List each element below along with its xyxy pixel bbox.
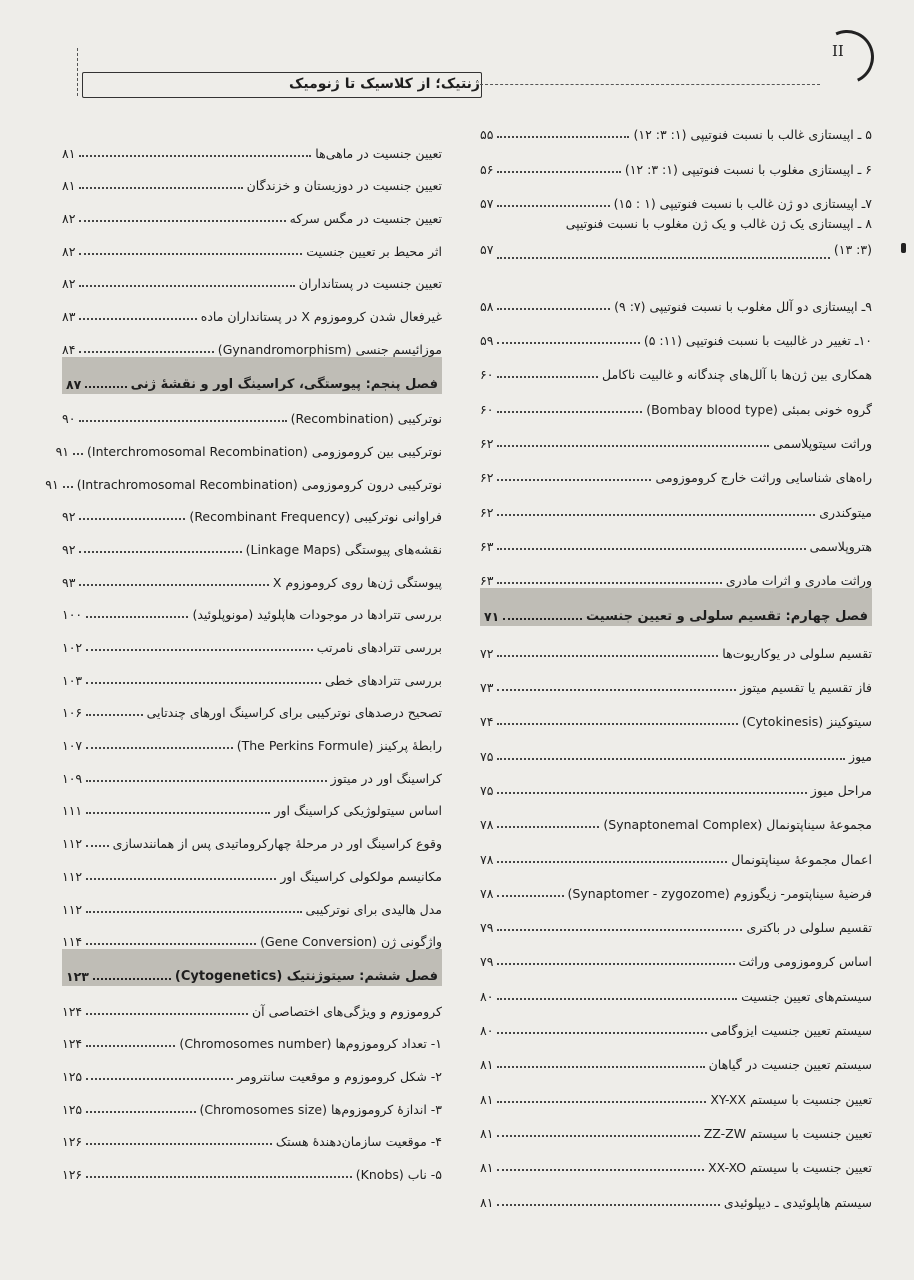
toc-entry-title: سیستم تعیین جنسیت در گیاهان <box>708 1057 872 1073</box>
toc-entry <box>62 193 442 226</box>
dot-leader <box>497 758 845 760</box>
dot-leader <box>86 1111 195 1113</box>
toc-entry <box>480 1175 872 1209</box>
toc-entry-title: ۱- تعداد کروموزوم‌ها (Chromosomes number) <box>179 1036 442 1052</box>
toc-entry-title: سیستم هاپلوئیدی ـ دیپلوئیدی <box>723 1194 872 1210</box>
toc-entry-page: ۵۵ <box>480 127 494 143</box>
toc-entry-title: نوترکیبی درون کروموزومی (Intrachromosomal Recombination) <box>76 476 442 492</box>
dot-leader <box>86 1078 233 1080</box>
toc-entry-page: ۹۳ <box>62 574 76 590</box>
chapter-page: ۱۲۳ <box>66 968 89 984</box>
toc-entry-title: وراثت مادری و اثرات مادری <box>725 573 872 589</box>
binding-mark <box>901 243 906 253</box>
toc-entry-page: ۶۳ <box>480 573 494 589</box>
dot-leader <box>497 548 805 550</box>
toc-entry-page: ۱۰۲ <box>62 640 83 655</box>
toc-entry <box>62 226 442 259</box>
toc-entry-title: نوترکیبی (Recombination) <box>290 411 442 427</box>
toc-entry-page: ۱۲۵ <box>62 1101 83 1117</box>
toc-entry-page: ۸۱ <box>480 1194 494 1210</box>
toc-entry-page: ۹۲ <box>62 541 76 557</box>
toc-entry <box>480 279 872 313</box>
toc-entry-page: ۸۲ <box>62 211 76 227</box>
toc-entry-page: ۷۹ <box>480 920 494 936</box>
toc-entry <box>62 884 442 917</box>
toc-entry-title: مدل هالیدی برای نوترکیبی <box>305 901 442 917</box>
toc-entry <box>55 426 442 459</box>
header-divider <box>480 84 820 85</box>
dot-leader <box>79 351 213 353</box>
toc-entry-page: ۱۲۵ <box>62 1068 83 1084</box>
toc-entry-page: ۱۲۶ <box>62 1134 83 1150</box>
toc-entry <box>480 867 872 901</box>
toc-entry-title: تعیین جنسیت در مگس سرکه <box>289 211 442 227</box>
dot-leader <box>86 1013 248 1015</box>
toc-entry-page: ۷۳ <box>480 680 494 696</box>
toc-entry-title: ۹ـ اپیستازی دو آلل مغلوب با نسبت فنوتیپی (۷: ۹) <box>614 298 872 314</box>
toc-entry-page: ۵۷ <box>480 195 494 211</box>
dot-leader <box>497 963 734 965</box>
chapter-title: فصل ششم: سیتوژنتیک (Cytogenetics) <box>174 968 438 984</box>
toc-entry <box>62 753 442 786</box>
dot-leader <box>86 747 233 749</box>
toc-entry <box>62 655 442 688</box>
dot-leader <box>497 136 629 138</box>
toc-entry-title: کروموزوم و ویژگی‌های اختصاصی آن <box>251 1003 442 1019</box>
toc-entry <box>62 259 442 292</box>
running-header-title: ژنتیک؛ از کلاسیک تا ژنومیک <box>289 76 480 92</box>
toc-entry-page: ۵۸ <box>480 298 494 314</box>
toc-entry-page: ۶۳ <box>480 538 494 554</box>
toc-entry-page: ۵۶ <box>480 161 494 177</box>
toc-entry <box>62 986 442 1019</box>
toc-entry-title: ۳- اندازهٔ کروموزوم‌ها (Chromosomes size) <box>199 1101 442 1117</box>
toc-entry <box>480 382 872 416</box>
toc-entry-page: ۸۴ <box>62 341 76 357</box>
dot-leader <box>497 514 815 516</box>
dot-leader <box>79 187 242 189</box>
toc-entry-title: پیوستگی ژن‌ها روی کروموزوم X <box>272 574 442 590</box>
dot-leader <box>497 929 742 931</box>
dot-leader <box>73 453 83 455</box>
dot-leader <box>79 551 241 553</box>
chapter-title: فصل چهارم: تقسیم سلولی و تعیین جنسیت <box>586 609 868 625</box>
toc-left-column <box>45 128 442 1182</box>
toc-chapter-heading <box>62 949 442 986</box>
toc-entry-title: تصحیح درصدهای نوترکیبی برای کراسینگ اورهای چندتایی <box>146 705 442 721</box>
toc-entry <box>480 348 872 382</box>
toc-entry-title: میتوکندری <box>819 504 872 520</box>
toc-entry <box>480 1004 872 1038</box>
toc-entry-page: ۶۲ <box>480 435 494 451</box>
toc-entry <box>62 524 442 557</box>
toc-entry-page: ۷۸ <box>480 817 494 833</box>
toc-entry-title: وقوع کراسینگ اور در مرحلهٔ چهارکروماتیدی پس از همانندسازی <box>112 836 442 852</box>
toc-entry-page: ۵۷ <box>480 241 494 257</box>
toc-entry <box>480 314 872 348</box>
toc-entry <box>480 1038 872 1072</box>
dot-leader <box>497 582 721 584</box>
toc-entry-title: مراحل میوز <box>810 782 872 798</box>
toc-entry-page: ۵۹ <box>480 333 494 349</box>
toc-entry-page: ۱۰۷ <box>62 738 83 754</box>
dot-leader <box>86 878 276 880</box>
toc-entry-title: بررسی تترادهای نامرتب <box>316 640 442 655</box>
dot-leader <box>497 257 829 259</box>
dot-leader <box>503 618 582 620</box>
toc-entry-title: کراسینگ اور در میتوز <box>330 770 442 786</box>
toc-entry-page: ۸۱ <box>480 1160 494 1176</box>
toc-entry-page: ۱۱۲ <box>62 868 83 884</box>
toc-entry-title: تعیین جنسیت در دوزیستان و خزندگان <box>246 178 442 194</box>
toc-entry <box>62 324 442 357</box>
dot-leader <box>497 826 599 828</box>
toc-entry-title: اثر محیط بر تعیین جنسیت <box>306 243 442 259</box>
toc-entry <box>62 1051 442 1084</box>
toc-entry-page: ۸۲ <box>62 276 76 292</box>
toc-entry-title: ۸ ـ اپیستازی یک ژن غالب و یک ژن مغلوب با نسبت فنوتیپی <box>565 215 872 231</box>
toc-entry-title-cont: (۳: ۱۳) <box>833 241 872 257</box>
dot-leader <box>497 1101 706 1103</box>
dot-leader <box>86 812 270 814</box>
toc-entry <box>62 590 442 623</box>
header-vertical-divider <box>77 48 78 96</box>
toc-entry-title: ۵- ناب (Knobs) <box>355 1167 442 1182</box>
toc-entry <box>62 1149 442 1182</box>
dot-leader <box>497 171 620 173</box>
toc-entry-page: ۸۲ <box>62 243 76 259</box>
dot-leader <box>497 1204 719 1206</box>
toc-entry <box>480 177 872 211</box>
toc-entry-page: ۷۸ <box>480 851 494 867</box>
toc-entry-page: ۸۱ <box>62 178 76 194</box>
toc-entry-page: ۸۱ <box>62 145 76 161</box>
toc-entry-title: ۴- موقعیت سازمان‌دهندهٔ هستک <box>275 1134 442 1150</box>
toc-chapter-heading <box>62 357 442 394</box>
dot-leader <box>86 649 313 651</box>
toc-entry-page: ۶۲ <box>480 470 494 486</box>
toc-entry-title: اساس سیتولوژیکی کراسینگ اور <box>274 803 442 819</box>
toc-chapter-heading <box>480 588 872 626</box>
toc-entry <box>62 492 442 525</box>
toc-entry-page: ۷۵ <box>480 748 494 764</box>
toc-entry-page: ۷۴ <box>480 714 494 730</box>
toc-entry <box>62 917 442 950</box>
dot-leader <box>86 911 301 913</box>
toc-entry-title: تعیین جنسیت در ماهی‌ها <box>315 145 442 161</box>
toc-entry-page: ۱۱۱ <box>62 803 83 819</box>
dot-leader <box>497 792 806 794</box>
toc-entry-page: ۷۲ <box>480 645 494 661</box>
toc-entry-title: وراثت سیتوپلاسمی <box>773 435 872 451</box>
dot-leader <box>497 1066 704 1068</box>
toc-entry-page: ۶۰ <box>480 367 494 383</box>
toc-entry-title: گروه خونی بمبئی (Bombay blood type) <box>646 401 872 417</box>
toc-right-column <box>480 108 872 1210</box>
dot-leader <box>497 998 737 1000</box>
dot-leader <box>497 689 736 691</box>
toc-entry-page: ۱۲۴ <box>62 1036 83 1052</box>
toc-entry-title: ۱۰ـ تغییر در غالبیت با نسبت فنوتیپی (۱۱: ۵) <box>643 333 872 349</box>
toc-entry-title: ۶ ـ اپیستازی مغلوب با نسبت فنوتیپی (۱: ۳: ۱۲) <box>624 161 872 177</box>
page-number: II <box>832 42 844 60</box>
dot-leader <box>79 420 286 422</box>
dot-leader <box>79 253 302 255</box>
dot-leader <box>497 1135 699 1137</box>
toc-entry-page: ۱۰۰ <box>62 607 83 623</box>
toc-entry <box>480 108 872 142</box>
toc-entry <box>62 622 442 655</box>
toc-entry-title: رابطهٔ پرکینز (The Perkins Formule) <box>236 738 442 754</box>
toc-entry <box>62 851 442 884</box>
toc-entry <box>480 211 872 280</box>
toc-entry <box>45 459 442 492</box>
dot-leader <box>497 308 610 310</box>
toc-entry-page: ۷۵ <box>480 782 494 798</box>
dot-leader <box>497 1032 706 1034</box>
toc-entry-page: ۱۱۲ <box>62 836 83 852</box>
toc-entry-title: هتروپلاسمی <box>809 538 872 554</box>
dot-leader <box>497 342 639 344</box>
chapter-page: ۸۷ <box>66 376 82 392</box>
dot-leader <box>86 780 327 782</box>
toc-entry-title: تعیین جنسیت با سیستم XX-XO <box>708 1160 872 1176</box>
dot-leader <box>63 486 73 488</box>
toc-entry <box>62 128 442 161</box>
toc-entry <box>480 1141 872 1175</box>
toc-entry <box>480 1107 872 1141</box>
toc-entry <box>480 417 872 451</box>
toc-entry-page: ۹۲ <box>62 509 76 525</box>
dot-leader <box>86 682 321 684</box>
toc-entry-page: ۱۰۹ <box>62 770 83 786</box>
dot-leader <box>497 1169 704 1171</box>
toc-entry <box>62 1117 442 1150</box>
toc-entry-title: ۷ـ اپیستازی دو ژن غالب با نسبت فنوتیپی (۱ : ۱۵) <box>613 195 872 211</box>
dot-leader <box>497 895 563 897</box>
toc-entry <box>62 394 442 427</box>
toc-entry <box>480 729 872 763</box>
toc-entry-title: تعیین جنسیت در پستانداران <box>298 276 442 292</box>
dot-leader <box>85 386 126 388</box>
toc-entry-page: ۹۰ <box>62 411 76 427</box>
toc-entry-page: ۸۰ <box>480 988 494 1004</box>
dot-leader <box>79 220 285 222</box>
toc-entry-title: بررسی تترادها در موجودات هاپلوئید (مونوپلوئید) <box>192 607 442 623</box>
toc-entry-page: ۱۰۳ <box>62 672 83 688</box>
toc-entry <box>480 832 872 866</box>
toc-entry-title: تعیین جنسیت با سیستم ZZ-ZW <box>703 1125 872 1141</box>
toc-entry-page: ۸۱ <box>480 1091 494 1107</box>
toc-entry <box>62 557 442 590</box>
toc-entry <box>480 969 872 1003</box>
dot-leader <box>86 845 109 847</box>
toc-entry-title: تعیین جنسیت با سیستم XY-XX <box>710 1091 872 1107</box>
dot-leader <box>497 445 769 447</box>
toc-entry-page: ۱۱۲ <box>62 901 83 917</box>
toc-entry-title: راه‌های شناسایی وراثت خارج کروموزومی <box>655 470 872 486</box>
dot-leader <box>497 479 651 481</box>
toc-entry <box>480 798 872 832</box>
toc-entry <box>480 554 872 588</box>
toc-entry-page: ۶۰ <box>480 401 494 417</box>
toc-entry-title: اساس کروموزومی وراثت <box>738 954 872 970</box>
toc-entry-page: ۹۱ <box>45 476 59 492</box>
toc-entry-page: ۶۲ <box>480 504 494 520</box>
toc-entry-page: ۱۲۴ <box>62 1003 83 1019</box>
toc-entry-title: مکانیسم مولکولی کراسینگ اور <box>280 868 442 884</box>
toc-entry-title: سیستم‌های تعیین جنسیت <box>741 988 872 1004</box>
dot-leader <box>79 518 185 520</box>
page-number-ornament <box>812 22 881 91</box>
dot-leader <box>497 205 609 207</box>
toc-entry-title: واژگونی ژن (Gene Conversion) <box>260 934 442 950</box>
toc-entry <box>480 485 872 519</box>
dot-leader <box>79 584 268 586</box>
toc-entry-title: تقسیم سلولی در باکتری <box>746 920 872 936</box>
toc-entry-title: ۲- شکل کروموزوم و موقعیت سانترومر <box>236 1068 442 1084</box>
toc-entry <box>480 764 872 798</box>
dot-leader <box>86 1143 272 1145</box>
toc-entry-page: ۸۰ <box>480 1023 494 1039</box>
toc-entry-title: موزائیسم جنسی (Gynandromorphism) <box>217 341 442 357</box>
toc-entry <box>480 626 872 660</box>
dot-leader <box>86 1176 352 1178</box>
toc-entry-page: ۷۹ <box>480 954 494 970</box>
toc-entry-title: میوز <box>849 748 872 764</box>
toc-entry <box>480 451 872 485</box>
chapter-title: فصل پنجم: پیوستگی، کراسینگ اور و نقشهٔ ژنی <box>130 376 438 392</box>
toc-entry-title: سیتوکینز (Cytokinesis) <box>741 714 872 730</box>
toc-entry-title: مجموعهٔ سیناپتونمال (Synaptonemal Complex) <box>603 817 872 833</box>
toc-entry-title: بررسی تترادهای خطی <box>324 672 442 688</box>
dot-leader <box>79 318 196 320</box>
toc-entry-title: ۵ ـ اپیستازی غالب با نسبت فنوتیپی (۱: ۳: ۱۲) <box>633 127 872 143</box>
toc-entry <box>62 720 442 753</box>
toc-entry-title: غیرفعال شدن کروموزوم X در پستانداران ماده <box>200 309 442 325</box>
toc-entry-page: ۸۳ <box>62 309 76 325</box>
toc-entry-page: ۸۱ <box>480 1125 494 1141</box>
toc-entry-page: ۸۱ <box>480 1057 494 1073</box>
toc-entry <box>480 1072 872 1106</box>
toc-entry <box>480 142 872 176</box>
toc-entry-page: ۱۱۴ <box>62 934 83 950</box>
toc-entry-page: ۱۰۶ <box>62 705 83 721</box>
toc-entry-title: اعمال مجموعهٔ سیناپتونمال <box>731 851 872 867</box>
dot-leader <box>86 714 142 716</box>
dot-leader <box>497 655 718 657</box>
dot-leader <box>93 978 171 980</box>
dot-leader <box>497 411 642 413</box>
toc-entry <box>62 161 442 194</box>
toc-entry <box>480 661 872 695</box>
toc-entry-title: فاز تقسیم یا تقسیم میتوز <box>740 680 872 696</box>
toc-entry <box>480 695 872 729</box>
toc-entry-page: ۱۲۶ <box>62 1167 83 1182</box>
toc-entry-page: ۷۸ <box>480 885 494 901</box>
toc-entry <box>480 520 872 554</box>
toc-entry-title: فرضیهٔ سیناپتومر- زیگوزوم (Synaptomer - zygozome) <box>567 885 872 901</box>
toc-entry <box>480 901 872 935</box>
toc-entry-page: ۹۱ <box>55 443 69 459</box>
dot-leader <box>79 285 294 287</box>
toc-entry <box>62 818 442 851</box>
toc-entry <box>62 786 442 819</box>
toc-entry-title: تقسیم سلولی در یوکاریوت‌ها <box>722 645 872 661</box>
toc-entry <box>62 1019 442 1052</box>
dot-leader <box>497 723 737 725</box>
dot-leader <box>497 376 598 378</box>
dot-leader <box>86 616 188 618</box>
dot-leader <box>79 155 311 157</box>
toc-entry <box>62 291 442 324</box>
dot-leader <box>497 861 727 863</box>
toc-entry <box>62 688 442 721</box>
toc-entry-title: نقشه‌های پیوستگی (Linkage Maps) <box>245 541 442 557</box>
chapter-page: ۷۱ <box>484 609 500 625</box>
toc-entry-continuation <box>480 237 872 263</box>
toc-entry-title: نوترکیبی بین کروموزومی (Interchromosomal Recombination) <box>87 443 442 459</box>
dot-leader <box>86 1045 175 1047</box>
toc-entry-title: سیستم تعیین جنسیت ایزوگامی <box>710 1023 872 1039</box>
toc-entry <box>62 1084 442 1117</box>
toc-entry-title: فراوانی نوترکیبی (Recombinant Frequency) <box>189 509 442 525</box>
toc-entry <box>480 935 872 969</box>
dot-leader <box>86 943 256 945</box>
toc-entry-title: همکاری بین ژن‌ها با آلل‌های چندگانه و غالبیت ناکامل <box>602 367 872 383</box>
